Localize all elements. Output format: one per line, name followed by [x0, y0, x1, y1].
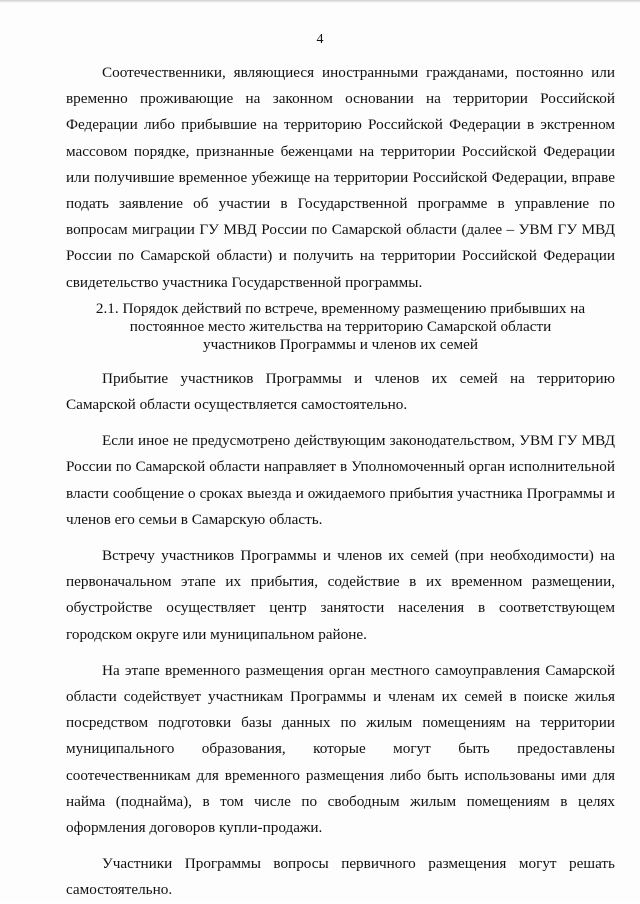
paragraph-arrival: Прибытие участников Программы и членов их семей на территорию Самарской области осуществляется самостоятельно.: [66, 369, 615, 414]
document-body: [66, 60, 615, 904]
paragraph-temporary-placement: На этапе временного размещения орган местного самоуправления Самарской области содействует участникам Программы и членам их семей в поиске жилья посредством подготовки базы данных по жилым помещениям на территории муниципального образования, которые могут быть предоставлены соотечественникам для временного размещения либо быть использованы ими для найма (поднайма), в том числе по свободным жилым помещениям в целях оформления договоров купли-продажи.: [66, 661, 615, 837]
section-heading: [66, 300, 615, 354]
section-heading-line-3: участников Программы и членов их семей: [203, 335, 478, 353]
paragraph-self-placement: Участники Программы вопросы первичного размещения могут решать самостоятельно.: [66, 855, 615, 899]
scan-top-edge: [0, 0, 640, 3]
paragraph-notification: Если иное не предусмотрено действующим законодательством, УВМ ГУ МВД России по Самарской области направляет в Уполномоченный орган исполнительной власти сообщение о сроках выезда и ожидаемого прибытия участника Программы и членов его семьи в Самарскую область.: [66, 432, 615, 528]
paragraph-meeting: Встречу участников Программы и членов их семей (при необходимости) на первоначальном этапе их прибытия, содействие в их временном размещении, обустройстве осуществляет центр занятости населения в соответствующем городском округе или муниципальном районе.: [66, 547, 615, 643]
section-heading-line-1: 2.1. Порядок действий по встрече, временному размещению прибывших на: [95, 299, 586, 317]
paragraph-compatriots: Соотечественники, являющиеся иностранными гражданами, постоянно или временно проживающие на законном основании на территории Российской Федерации либо прибывшие на территорию Российской Федерации в экстренном массовом порядке, признанные беженцами на территории Российской Федерации или получившие временное убежище на территории Российской Федерации, вправе подать заявление об участии в Государственной программе в управление по вопросам миграции ГУ МВД России по Самарской области (далее – УВМ ГУ МВД России по Самарской области) и получить на территории Российской Федерации свидетельство участника Государственной программы.: [66, 64, 615, 291]
page-number: 4: [316, 32, 324, 47]
section-heading-line-2: постоянное место жительства на территорию Самарской области: [129, 317, 552, 335]
